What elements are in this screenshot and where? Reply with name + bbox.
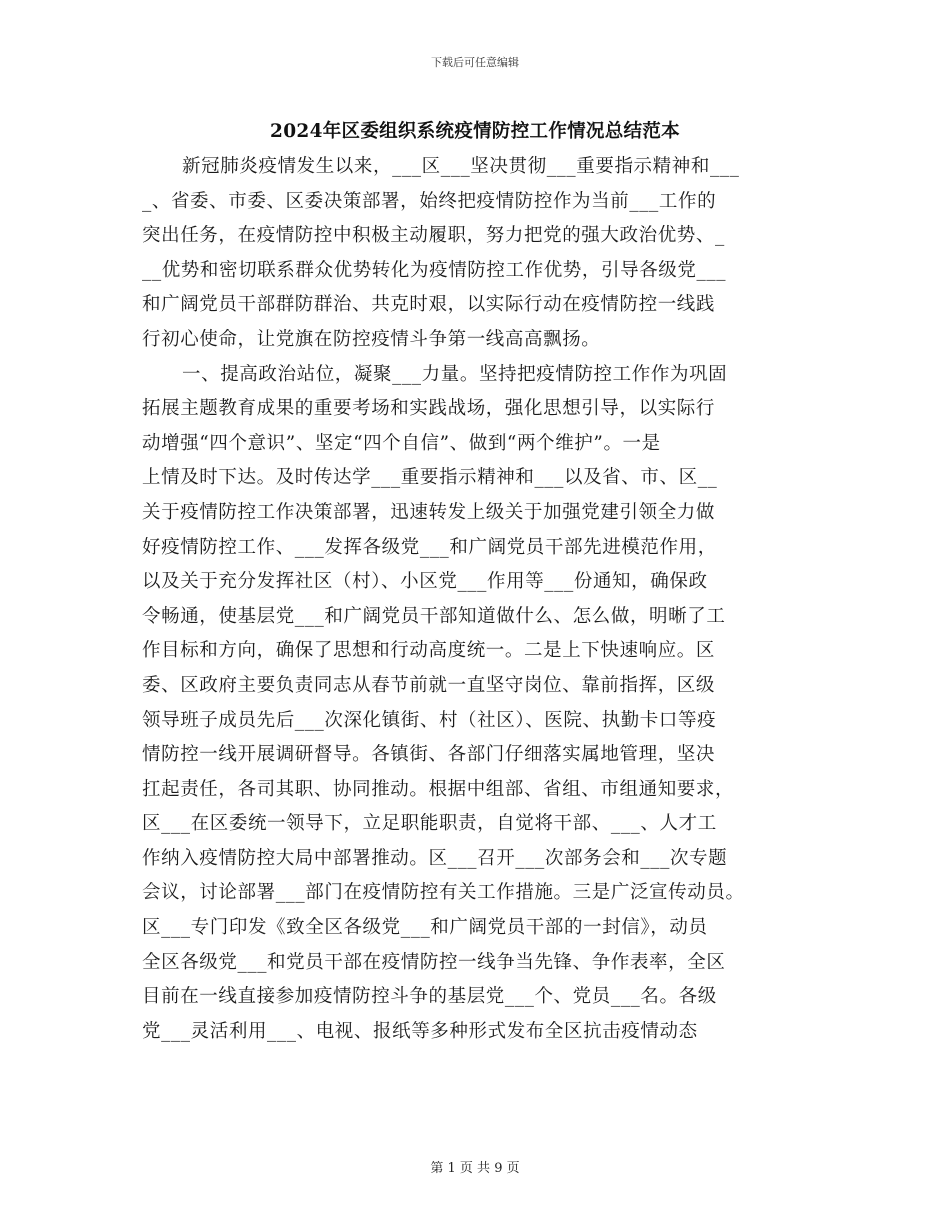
body-line: 令畅通，使基层党___和广阔党员干部知道做什么、怎么做，明晰了工 [142,605,726,627]
body-line: _、省委、市委、区委决策部署，始终把疫情防控作为当前___工作的 [142,190,717,212]
body-line: 委、区政府主要负责同志从春节前就一直坚守岗位、靠前指挥，区级 [142,674,716,696]
body-line: 拓展主题教育成果的重要考场和实践战场，强化思想引导，以实际行 [142,398,716,420]
body-line: 区___在区委统一领导下，立足职能职责，自觉将干部、___、人才工 [142,813,717,835]
body-line: 领导班子成员先后___次深化镇街、村（社区）、医院、执勤卡口等疫 [142,709,717,731]
body-line: 区___专门印发《致全区各级党___和广阔党员干部的一封信》，动员 [142,917,708,939]
document-title: 2024年区委组织系统疫情防控工作情况总结范本 [270,121,680,142]
body-line: 作纳入疫情防控大局中部署推动。区___召开___次部务会和___次专题 [142,847,728,869]
body-line: 会议，讨论部署___部门在疫情防控有关工作措施。三是广泛宣传动员。 [142,882,745,904]
body-line: 全区各级党___和党员干部在疫情防控一线争当先锋、争作表率，全区 [142,951,726,973]
body-line: 上情及时下达。及时传达学___重要指示精神和___以及省、市、区__ [142,467,718,489]
body-line: 突出任务，在疫情防控中积极主动履职，努力把党的强大政治优势、_ [142,225,725,247]
body-line: 目前在一线直接参加疫情防控斗争的基层党___个、党员___名。各级 [142,986,717,1008]
body-line: 以及关于充分发挥社区（村）、小区党___作用等___份通知，确保政 [142,571,708,593]
page-footer: 第 1 页 共 9 页 [430,1161,520,1176]
body-line: 作目标和方向，确保了思想和行动高度统一。二是上下快速响应。区 [142,640,716,662]
body-line: 情防控一线开展调研督导。各镇街、各部门仔细落实属地管理，坚决 [142,744,716,766]
body-line: 党___灵活利用___、电视、报纸等多种形式发布全区抗击疫情动态 [142,1020,698,1042]
body-line: 扛起责任，各司其职、协同推动。根据中组部、省组、市组通知要求， [142,778,735,800]
document-body [142,150,842,1049]
header-note: 下载后可任意编辑 [431,56,519,69]
body-line: 行初心使命，让党旗在防控疫情斗争第一线高高飘扬。 [142,328,601,350]
body-line: __优势和密切联系群众优势转化为疫情防控工作优势，引导各级党___ [142,259,727,281]
body-line: 好疫情防控工作、___发挥各级党___和广阔党员干部先进模范作用， [142,536,717,558]
body-line: 动增强“四个意识”、坚定“四个自信”、做到“两个维护”。一是 [142,432,661,454]
body-line: 新冠肺炎疫情发生以来，___区___坚决贯彻___重要指示精神和___ [182,156,740,177]
body-line: 一、提高政治站位，凝聚___力量。坚持把疫情防控工作作为巩固 [182,363,728,385]
body-line: 和广阔党员干部群防群治、共克时艰，以实际行动在疫情防控一线践 [142,294,716,316]
body-line: 关于疫情防控工作决策部署，迅速转发上级关于加强党建引领全力做 [142,501,716,523]
